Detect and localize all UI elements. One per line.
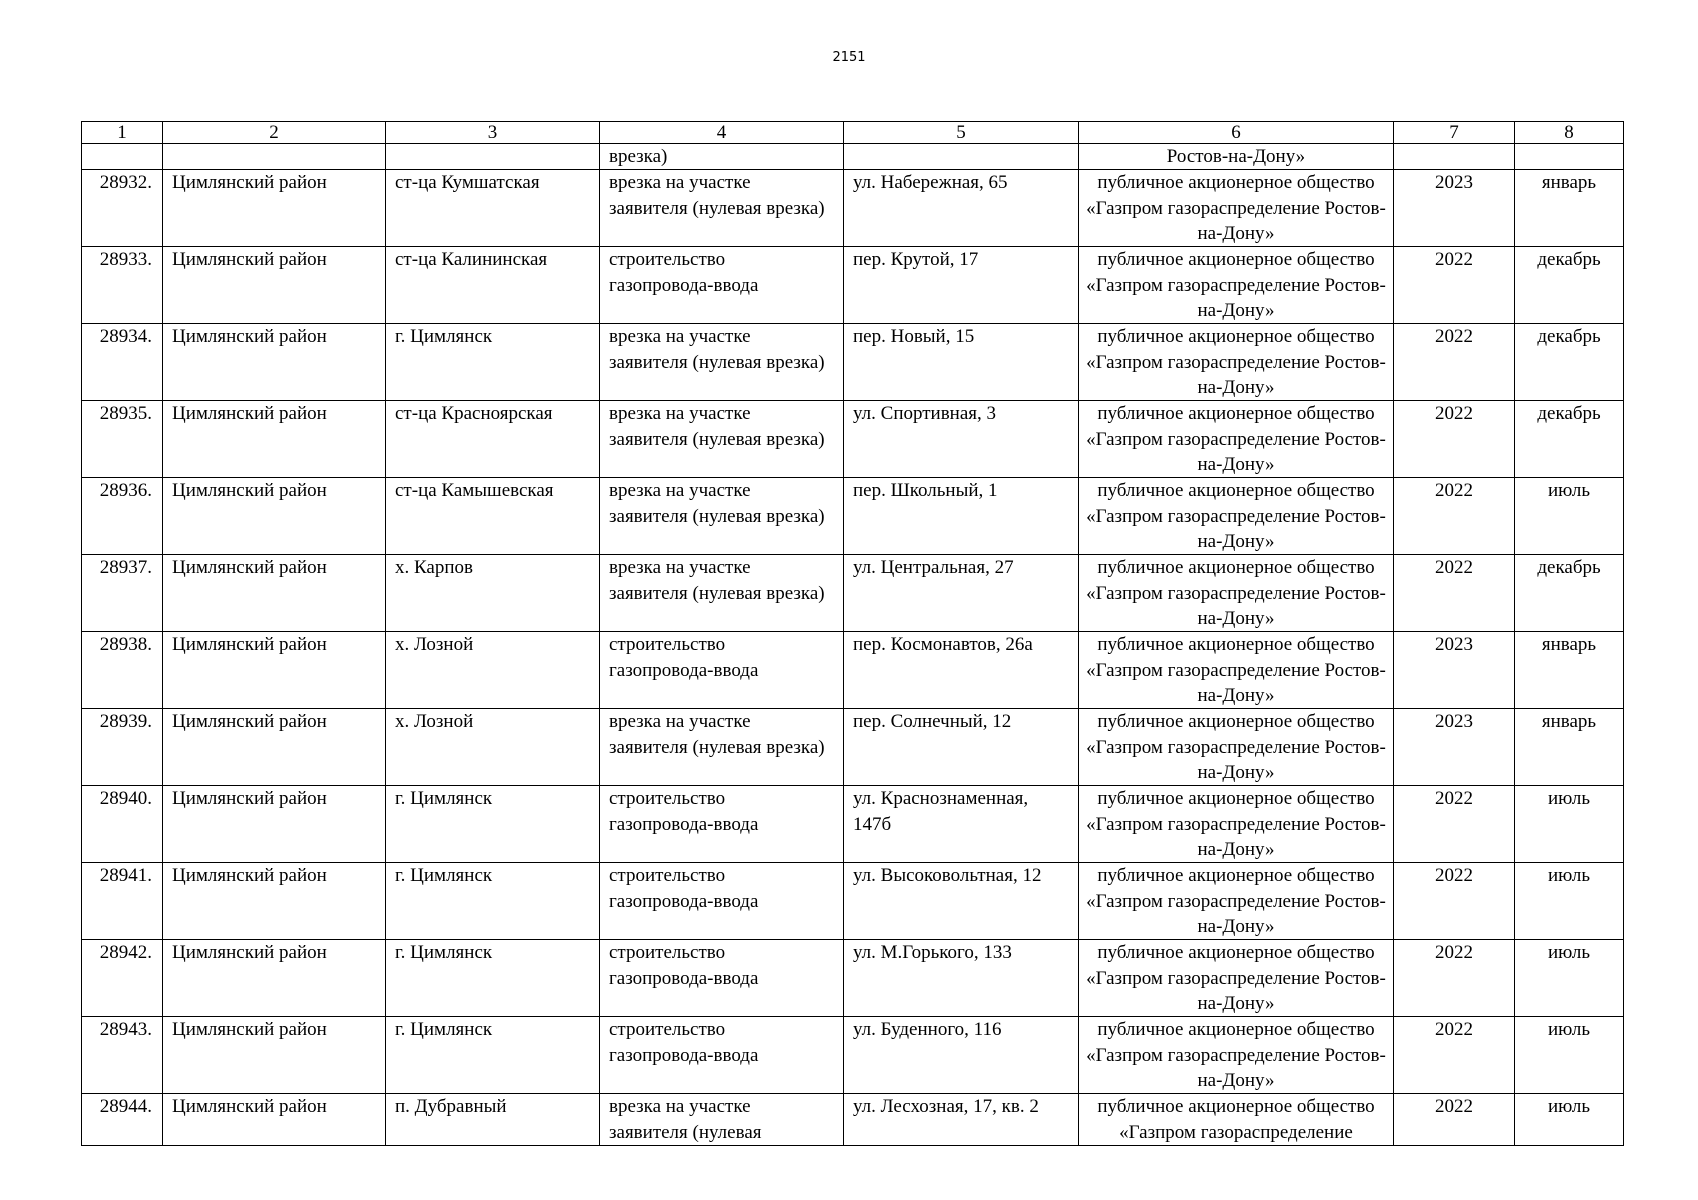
work-cell: врезка на участке заявителя (нулевая врезка) xyxy=(600,709,844,786)
address-cell: ул. Высоковольтная, 12 xyxy=(844,863,1079,940)
column-header: 2 xyxy=(163,122,386,144)
address-cell: ул. М.Горького, 133 xyxy=(844,940,1079,1017)
address-cell: пер. Школьный, 1 xyxy=(844,478,1079,555)
work-cell: врезка на участке заявителя (нулевая врезка) xyxy=(600,170,844,247)
work-cell: врезка на участке заявителя (нулевая врезка) xyxy=(600,478,844,555)
row-number-cell: 28939. xyxy=(82,709,163,786)
address-cell: пер. Космонавтов, 26а xyxy=(844,632,1079,709)
row-number-cell: 28940. xyxy=(82,786,163,863)
locality-cell: ст-ца Камышевская xyxy=(386,478,600,555)
district-cell: Цимлянский район xyxy=(163,324,386,401)
month-cell: июль xyxy=(1515,786,1624,863)
work-cell: строительство газопровода-ввода xyxy=(600,786,844,863)
locality-cell: г. Цимлянск xyxy=(386,324,600,401)
row-number-cell: 28936. xyxy=(82,478,163,555)
table-row xyxy=(82,170,1624,247)
row-number-cell: 28934. xyxy=(82,324,163,401)
table-row xyxy=(82,632,1624,709)
district-cell: Цимлянский район xyxy=(163,632,386,709)
row-number-cell: 28943. xyxy=(82,1017,163,1094)
year-cell: 2022 xyxy=(1394,940,1515,1017)
month-cell: январь xyxy=(1515,709,1624,786)
address-cell: пер. Крутой, 17 xyxy=(844,247,1079,324)
month-cell: декабрь xyxy=(1515,555,1624,632)
locality-cell: х. Лозной xyxy=(386,632,600,709)
address-cell: ул. Краснознаменная, 147б xyxy=(844,786,1079,863)
table-row xyxy=(82,247,1624,324)
table-row xyxy=(82,478,1624,555)
work-cell: врезка) xyxy=(600,144,844,170)
column-header: 1 xyxy=(82,122,163,144)
district-cell: Цимлянский район xyxy=(163,1017,386,1094)
column-header: 7 xyxy=(1394,122,1515,144)
year-cell: 2022 xyxy=(1394,555,1515,632)
organization-cell: публичное акционерное общество «Газпром газораспределение Ростов-на-Дону» xyxy=(1079,863,1394,940)
row-number-cell: 28937. xyxy=(82,555,163,632)
row-number-cell: 28933. xyxy=(82,247,163,324)
work-cell: врезка на участке заявителя (нулевая врезка) xyxy=(600,401,844,478)
column-header: 5 xyxy=(844,122,1079,144)
district-cell: Цимлянский район xyxy=(163,478,386,555)
locality-cell: х. Лозной xyxy=(386,709,600,786)
locality-cell: г. Цимлянск xyxy=(386,863,600,940)
district-cell: Цимлянский район xyxy=(163,555,386,632)
organization-cell: публичное акционерное общество «Газпром газораспределение Ростов-на-Дону» xyxy=(1079,940,1394,1017)
address-cell: ул. Буденного, 116 xyxy=(844,1017,1079,1094)
work-cell: строительство газопровода-ввода xyxy=(600,247,844,324)
address-cell: ул. Центральная, 27 xyxy=(844,555,1079,632)
district-cell: Цимлянский район xyxy=(163,1094,386,1146)
organization-cell: публичное акционерное общество «Газпром газораспределение xyxy=(1079,1094,1394,1146)
table-row xyxy=(82,401,1624,478)
organization-cell: публичное акционерное общество «Газпром газораспределение Ростов-на-Дону» xyxy=(1079,478,1394,555)
row-number-cell: 28938. xyxy=(82,632,163,709)
district-cell: Цимлянский район xyxy=(163,709,386,786)
row-number-cell: 28942. xyxy=(82,940,163,1017)
month-cell: июль xyxy=(1515,1017,1624,1094)
month-cell: январь xyxy=(1515,632,1624,709)
year-cell: 2022 xyxy=(1394,1094,1515,1146)
column-number-row xyxy=(82,122,1624,144)
month-cell: декабрь xyxy=(1515,247,1624,324)
work-cell: врезка на участке заявителя (нулевая врезка) xyxy=(600,324,844,401)
work-cell: врезка на участке заявителя (нулевая xyxy=(600,1094,844,1146)
work-cell: строительство газопровода-ввода xyxy=(600,863,844,940)
locality-cell: г. Цимлянск xyxy=(386,786,600,863)
year-cell: 2023 xyxy=(1394,632,1515,709)
month-cell: июль xyxy=(1515,1094,1624,1146)
page-number: 2151 xyxy=(832,50,866,65)
district-cell: Цимлянский район xyxy=(163,863,386,940)
table-row xyxy=(82,709,1624,786)
district-cell: Цимлянский район xyxy=(163,401,386,478)
organization-cell: публичное акционерное общество «Газпром газораспределение Ростов-на-Дону» xyxy=(1079,709,1394,786)
address-cell: пер. Солнечный, 12 xyxy=(844,709,1079,786)
organization-cell: публичное акционерное общество «Газпром газораспределение Ростов-на-Дону» xyxy=(1079,324,1394,401)
work-cell: строительство газопровода-ввода xyxy=(600,632,844,709)
month-cell: июль xyxy=(1515,478,1624,555)
row-number-cell: 28935. xyxy=(82,401,163,478)
column-header: 3 xyxy=(386,122,600,144)
table-row xyxy=(82,940,1624,1017)
organization-cell: публичное акционерное общество «Газпром газораспределение Ростов-на-Дону» xyxy=(1079,247,1394,324)
locality-cell: х. Карпов xyxy=(386,555,600,632)
locality-cell: п. Дубравный xyxy=(386,1094,600,1146)
locality-cell: ст-ца Красноярская xyxy=(386,401,600,478)
year-cell: 2022 xyxy=(1394,478,1515,555)
organization-cell: публичное акционерное общество «Газпром газораспределение Ростов-на-Дону» xyxy=(1079,1017,1394,1094)
month-cell: июль xyxy=(1515,940,1624,1017)
organization-cell: Ростов-на-Дону» xyxy=(1079,144,1394,170)
locality-cell: ст-ца Кумшатская xyxy=(386,170,600,247)
district-cell: Цимлянский район xyxy=(163,940,386,1017)
month-cell: декабрь xyxy=(1515,324,1624,401)
year-cell: 2022 xyxy=(1394,786,1515,863)
table-row xyxy=(82,1017,1624,1094)
district-cell: Цимлянский район xyxy=(163,170,386,247)
organization-cell: публичное акционерное общество «Газпром газораспределение Ростов-на-Дону» xyxy=(1079,170,1394,247)
address-cell: ул. Набережная, 65 xyxy=(844,170,1079,247)
month-cell: январь xyxy=(1515,170,1624,247)
organization-cell: публичное акционерное общество «Газпром газораспределение Ростов-на-Дону» xyxy=(1079,555,1394,632)
locality-cell: г. Цимлянск xyxy=(386,1017,600,1094)
column-header: 4 xyxy=(600,122,844,144)
year-cell: 2022 xyxy=(1394,401,1515,478)
table-row xyxy=(82,863,1624,940)
table-row xyxy=(82,324,1624,401)
row-number-cell: 28932. xyxy=(82,170,163,247)
column-header: 8 xyxy=(1515,122,1624,144)
district-cell: Цимлянский район xyxy=(163,786,386,863)
year-cell: 2022 xyxy=(1394,863,1515,940)
year-cell: 2022 xyxy=(1394,324,1515,401)
district-cell: Цимлянский район xyxy=(163,247,386,324)
table-row xyxy=(82,786,1624,863)
row-number-cell: 28944. xyxy=(82,1094,163,1146)
year-cell: 2022 xyxy=(1394,247,1515,324)
month-cell: декабрь xyxy=(1515,401,1624,478)
locality-cell: г. Цимлянск xyxy=(386,940,600,1017)
continuation-row xyxy=(82,144,1624,170)
work-cell: строительство газопровода-ввода xyxy=(600,1017,844,1094)
organization-cell: публичное акционерное общество «Газпром газораспределение Ростов-на-Дону» xyxy=(1079,786,1394,863)
organization-cell: публичное акционерное общество «Газпром газораспределение Ростов-на-Дону» xyxy=(1079,632,1394,709)
work-cell: врезка на участке заявителя (нулевая врезка) xyxy=(600,555,844,632)
address-cell: пер. Новый, 15 xyxy=(844,324,1079,401)
year-cell: 2023 xyxy=(1394,170,1515,247)
table-row xyxy=(82,555,1624,632)
column-header: 6 xyxy=(1079,122,1394,144)
address-cell: ул. Спортивная, 3 xyxy=(844,401,1079,478)
gas-connection-table xyxy=(81,121,1624,1146)
year-cell: 2023 xyxy=(1394,709,1515,786)
organization-cell: публичное акционерное общество «Газпром газораспределение Ростов-на-Дону» xyxy=(1079,401,1394,478)
year-cell: 2022 xyxy=(1394,1017,1515,1094)
address-cell: ул. Лесхозная, 17, кв. 2 xyxy=(844,1094,1079,1146)
month-cell: июль xyxy=(1515,863,1624,940)
work-cell: строительство газопровода-ввода xyxy=(600,940,844,1017)
table-row xyxy=(82,1094,1624,1146)
row-number-cell: 28941. xyxy=(82,863,163,940)
locality-cell: ст-ца Калининская xyxy=(386,247,600,324)
